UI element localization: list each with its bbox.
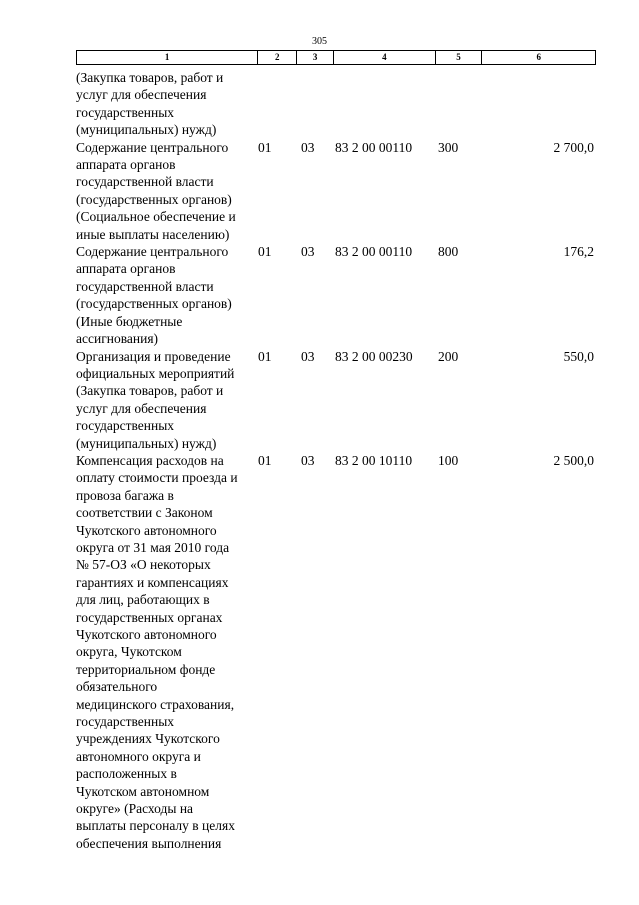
cell-sum	[483, 69, 596, 139]
header-col-6: 6	[536, 52, 541, 62]
cell-vr: 800	[438, 244, 459, 260]
cell-vr: 200	[438, 348, 459, 364]
cell-pr: 03	[301, 348, 315, 364]
header-col-4: 4	[334, 51, 436, 64]
cell-pr	[297, 69, 334, 139]
cell-csr: 83 2 00 00230	[335, 348, 413, 364]
cell-rz: 01	[258, 348, 272, 364]
cell-csr: 83 2 00 00110	[335, 139, 413, 155]
cell-name: Организация и проведение официальных мероприятий (Закупка товаров, работ и услуг для обеспечения государственных (муниципальных) нужд)	[76, 348, 235, 451]
table-row	[76, 139, 596, 243]
cell-pr: 03	[301, 139, 315, 155]
cell-rz	[258, 69, 297, 139]
cell-vr: 300	[438, 139, 459, 155]
header-col-2: 2	[258, 51, 297, 64]
cell-csr	[334, 69, 436, 139]
cell-sum: 176,2	[563, 244, 594, 260]
cell-name: Содержание центрального аппарата органов государственной власти (государственных органов) (Иные бюджетные ассигнования)	[76, 244, 232, 347]
header-col-5: 5	[436, 51, 483, 64]
page-number: 305	[312, 36, 327, 47]
header-col-1: 1	[77, 51, 258, 64]
header-col-3: 3	[297, 51, 334, 64]
table-row	[76, 452, 596, 852]
cell-name: (Закупка товаров, работ и услуг для обеспечения государственных (муниципальных) нужд)	[76, 70, 224, 138]
cell-pr: 03	[301, 452, 315, 468]
cell-rz: 01	[258, 452, 272, 468]
cell-csr: 83 2 00 10110	[335, 452, 413, 468]
table-row	[76, 69, 596, 139]
cell-name: Компенсация расходов на оплату стоимости проезда и провоза багажа в соответствии с Законом Чукотского автономного округа от 31 мая 2010 года № 57-ОЗ «О некоторых гарантиях и компенсациях для лиц, работающих в государственных органах Чукотского автономного округа, Чукотском территориальном фонде обязательного медицинского страхования, государственных учреждениях Чукотского автономного округа и расположенных в Чукотском автономном округе» (Расходы на выплаты персоналу в целях обеспечения выполнения	[76, 452, 238, 851]
cell-sum: 2 500,0	[553, 452, 594, 468]
table-header	[76, 50, 596, 65]
cell-rz: 01	[258, 244, 272, 260]
cell-pr: 03	[301, 244, 315, 260]
cell-rz: 01	[258, 139, 272, 155]
table-row	[76, 243, 596, 347]
table-row	[76, 348, 596, 452]
cell-csr: 83 2 00 00110	[335, 244, 413, 260]
cell-vr: 100	[438, 452, 459, 468]
cell-sum: 2 700,0	[553, 139, 594, 155]
cell-vr	[436, 69, 483, 139]
cell-name: Содержание центрального аппарата органов государственной власти (государственных органов) (Социальное обеспечение и иные выплаты населению)	[76, 139, 236, 242]
cell-sum: 550,0	[563, 348, 594, 364]
table-body	[76, 69, 596, 852]
